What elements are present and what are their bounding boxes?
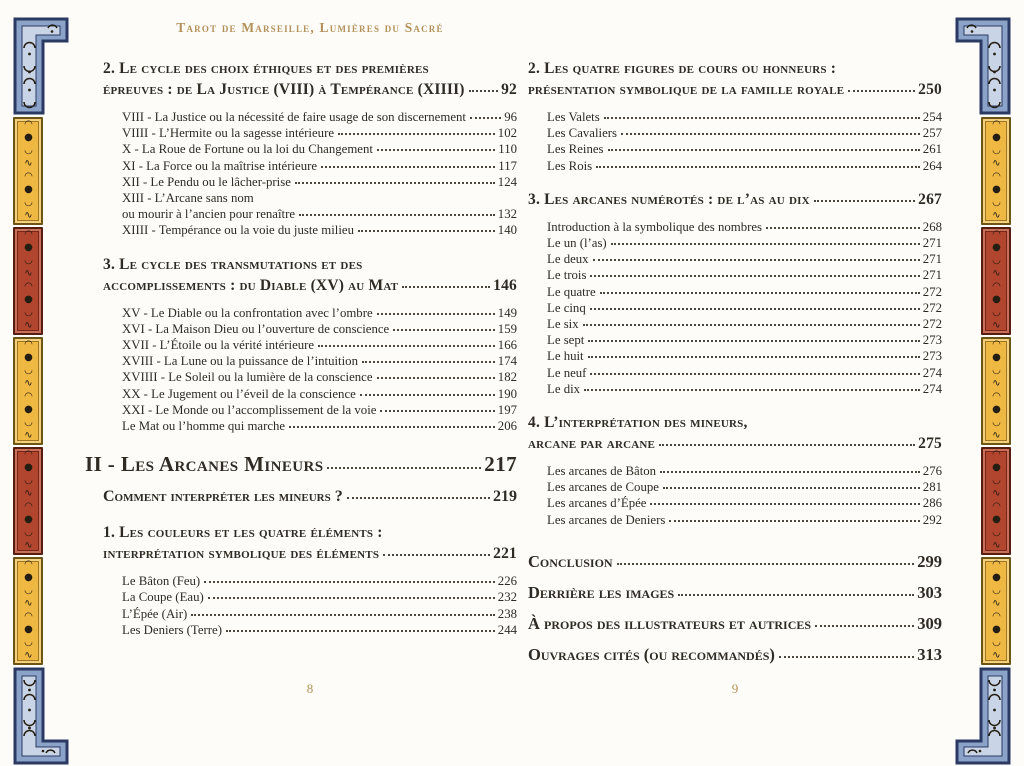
toc-text: arcane par arcane	[528, 435, 656, 453]
toc-caps-entry	[528, 612, 942, 636]
border-corner-bottom-left-icon	[12, 666, 70, 766]
dot-leader	[208, 597, 495, 599]
toc-entry	[528, 219, 942, 235]
toc-text: 3. Les arcanes numérotés : de l’as au dix	[528, 190, 810, 208]
page-number: 149	[497, 305, 517, 320]
toc-heading	[103, 522, 517, 564]
page-number: 232	[497, 590, 517, 605]
toc-text: XI - La Force ou la maîtrise intérieure	[122, 158, 318, 173]
toc-entry	[528, 141, 942, 157]
dot-leader	[299, 214, 495, 216]
toc-text: Le dix	[547, 381, 581, 396]
dot-leader	[590, 275, 919, 277]
toc-entry	[103, 622, 517, 638]
page-number: 250	[918, 81, 942, 98]
page-number: 102	[497, 126, 517, 141]
dot-leader	[621, 133, 920, 135]
page-number: 140	[497, 223, 517, 238]
border-pattern-glyphs: ◠●◡∿◠●◡∿	[23, 229, 34, 333]
toc-text: XIIII - Tempérance ou la voie du juste milieu	[122, 223, 354, 238]
page-number: 274	[922, 381, 942, 396]
dot-leader	[402, 286, 490, 288]
toc-text: accomplissements : du Diable (XV) au Mat	[103, 276, 399, 294]
toc-text: Derrière les images	[528, 582, 675, 602]
toc-text: Les Deniers (Terre)	[122, 622, 223, 637]
toc-text: 2. Le cycle des choix éthiques et des premières	[103, 60, 429, 77]
toc-text: À propos des illustrateurs et autrices	[528, 613, 812, 633]
toc-text: 3. Le cycle des transmutations et des	[103, 255, 363, 273]
toc-text: Le neuf	[547, 365, 587, 380]
dot-leader	[593, 259, 920, 261]
dot-leader	[327, 467, 481, 469]
toc-entry	[528, 479, 942, 495]
dot-leader	[358, 230, 495, 232]
toc-text: VIIII - L’Hermite ou la sagesse intérieure	[122, 126, 335, 141]
page-number: 124	[497, 174, 517, 189]
page-number: 174	[497, 354, 517, 369]
dot-leader	[377, 313, 495, 315]
dot-leader	[377, 149, 495, 151]
page-number: 226	[497, 574, 517, 589]
toc-heading	[528, 412, 942, 454]
toc-text: Ouvrages cités (ou recommandés)	[528, 644, 775, 664]
toc-text: interprétation symbolique des éléments	[103, 545, 380, 563]
border-block-red	[981, 227, 1011, 335]
dot-leader	[469, 90, 498, 92]
toc-text: Introduction à la symbolique des nombres	[547, 219, 763, 234]
toc-text: 2. Les quatre figures de cours ou honneurs :	[528, 60, 837, 77]
dot-leader	[660, 471, 920, 473]
border-pattern-glyphs: ◠●◡∿◠●◡∿	[991, 449, 1002, 553]
toc-text: Les arcanes de Coupe	[547, 480, 659, 495]
toc-text: XV - Le Diable ou la confrontation avec l’ombre	[122, 305, 373, 320]
toc-text: Le six	[547, 317, 579, 332]
border-left-blocks	[12, 116, 70, 666]
toc-entry	[528, 125, 942, 141]
page-number: 273	[922, 333, 942, 348]
page-number: 268	[922, 219, 942, 234]
page-number: 110	[498, 142, 517, 157]
dot-leader	[590, 308, 920, 310]
toc-text: Le trois	[547, 268, 587, 283]
toc-text: XVIIII - Le Soleil ou la lumière de la conscience	[122, 370, 373, 385]
dot-leader	[815, 625, 914, 627]
toc-text: Les arcanes de Deniers	[547, 512, 666, 527]
toc-text: Les arcanes d’Épée	[547, 496, 647, 511]
border-corner-bottom-right-icon	[954, 666, 1012, 766]
footer-page-number-right: 9	[731, 681, 739, 696]
page-number: 159	[497, 321, 517, 336]
dot-leader	[318, 345, 495, 347]
page-number: 221	[493, 545, 517, 563]
toc-text: XX - Le Jugement ou l’éveil de la conscience	[122, 386, 356, 401]
page-number: 271	[922, 236, 942, 251]
toc-entry	[103, 174, 517, 190]
dot-leader	[295, 182, 495, 184]
toc-entry	[528, 267, 942, 283]
toc-caps-entry	[528, 581, 942, 605]
border-block-red	[13, 227, 43, 335]
border-block-red	[13, 447, 43, 555]
toc-entry	[528, 158, 942, 174]
dot-leader	[650, 503, 919, 505]
toc-entry	[103, 418, 517, 434]
border-right-blocks	[954, 116, 1012, 666]
dot-leader	[383, 554, 490, 556]
toc-entry	[528, 251, 942, 267]
dot-leader	[583, 324, 920, 326]
page-number: 146	[493, 276, 517, 294]
border-block-yellow	[13, 117, 43, 225]
dot-leader	[814, 200, 915, 202]
toc-entry	[103, 589, 517, 605]
toc-text: ou mourir à l’ancien pour renaître	[122, 207, 296, 222]
border-pattern-glyphs: ◠●◡∿◠●◡∿	[23, 449, 34, 553]
page-number: 272	[922, 284, 942, 299]
toc-text: 4. L’interprétation des mineurs,	[528, 414, 748, 432]
toc-text: épreuves : de La Justice (VIII) à Tempérance (XIIII)	[103, 81, 465, 98]
dot-leader	[766, 227, 920, 229]
page-number: 299	[917, 551, 942, 571]
toc-entry	[528, 512, 942, 528]
dot-leader	[380, 410, 494, 412]
toc-entry	[103, 125, 517, 141]
page-number: 271	[922, 252, 942, 267]
toc-entry	[528, 332, 942, 348]
toc-entry	[528, 316, 942, 332]
toc-heading	[528, 189, 942, 210]
toc-text: Les Valets	[547, 110, 600, 124]
dot-leader	[604, 117, 920, 119]
toc-entry	[103, 402, 517, 418]
page-number: 274	[922, 365, 942, 380]
page-number: 117	[498, 158, 517, 173]
toc-text: XVII - L’Étoile ou la vérité intérieure	[122, 338, 315, 353]
dot-leader	[596, 166, 920, 168]
toc-text: Le quatre	[547, 284, 596, 299]
dot-leader	[584, 389, 920, 391]
page-number: 292	[922, 512, 942, 527]
dot-leader	[669, 520, 919, 522]
footer-page-number-left: 8	[306, 681, 314, 696]
dot-leader	[393, 329, 495, 331]
toc-text: Le huit	[547, 349, 584, 364]
border-block-yellow	[13, 337, 43, 445]
page-number: 206	[497, 419, 517, 434]
toc-entry	[528, 381, 942, 397]
toc-subheading	[103, 487, 517, 507]
toc-entry	[103, 321, 517, 337]
dot-leader	[663, 487, 920, 489]
toc-entry	[103, 158, 517, 174]
toc-text: Conclusion	[528, 551, 613, 571]
toc-text: II - Les Arcanes Mineurs	[85, 452, 324, 477]
page-number: 303	[917, 582, 942, 602]
dot-leader	[659, 444, 915, 446]
toc-text: Les Reines	[547, 142, 604, 157]
toc-entry	[103, 337, 517, 353]
toc-entry	[528, 235, 942, 251]
page-number: 254	[922, 110, 942, 124]
toc-text: L’Épée (Air)	[122, 606, 188, 621]
dot-leader	[338, 133, 495, 135]
page-number: 286	[922, 496, 942, 511]
toc-text: Le un (l’as)	[547, 236, 607, 251]
toc-text: Les Rois	[547, 158, 593, 173]
border-block-yellow	[981, 117, 1011, 225]
page-number: 272	[922, 300, 942, 315]
border-pattern-glyphs: ◠●◡∿◠●◡∿	[991, 559, 1002, 663]
toc-text: XVI - La Maison Dieu ou l’ouverture de conscience	[122, 321, 390, 336]
dot-leader	[226, 630, 495, 632]
border-pattern-glyphs: ◠●◡∿◠●◡∿	[991, 119, 1002, 223]
toc-page-right	[528, 58, 942, 667]
toc-text: Le deux	[547, 252, 589, 267]
page-number: 219	[493, 488, 517, 506]
page-number: 96	[504, 110, 517, 124]
toc-page-left	[85, 58, 517, 638]
dot-leader	[678, 594, 914, 596]
dot-leader	[204, 581, 495, 583]
dot-leader	[289, 426, 495, 428]
page-number: 272	[922, 317, 942, 332]
dot-leader	[617, 563, 915, 565]
border-block-red	[981, 447, 1011, 555]
border-block-yellow	[981, 557, 1011, 665]
toc-text: Les Cavaliers	[547, 126, 618, 141]
border-pattern-glyphs: ◠●◡∿◠●◡∿	[991, 229, 1002, 333]
dot-leader	[611, 243, 920, 245]
toc-caps-entry	[528, 550, 942, 574]
border-pattern-glyphs: ◠●◡∿◠●◡∿	[23, 559, 34, 663]
toc-text: La Coupe (Eau)	[122, 590, 204, 605]
toc-entry	[103, 573, 517, 589]
page-number: 273	[922, 349, 942, 364]
toc-entry	[103, 353, 517, 369]
toc-entry	[103, 305, 517, 321]
toc-text: VIII - La Justice ou la nécessité de faire usage de son discernement	[122, 110, 466, 124]
toc-heading	[103, 254, 517, 296]
toc-text: XIII - L’Arcane sans nom	[122, 191, 254, 206]
page-number: 261	[922, 142, 942, 157]
toc-text: Comment interpréter les mineurs ?	[103, 488, 343, 506]
toc-text: XXI - Le Monde ou l’accomplissement de la voie	[122, 402, 377, 417]
toc-entry	[103, 606, 517, 622]
page-number: 217	[484, 452, 517, 477]
page-number: 309	[917, 613, 942, 633]
page-number: 166	[497, 338, 517, 353]
toc-entry	[103, 190, 517, 222]
page-number: 313	[917, 644, 942, 664]
border-corner-top-left-icon	[12, 16, 70, 116]
toc-entry	[528, 109, 942, 125]
page-number: 182	[497, 370, 517, 385]
decorative-border-right	[954, 16, 1012, 701]
border-pattern-glyphs: ◠●◡∿◠●◡∿	[23, 339, 34, 443]
toc-entry	[103, 369, 517, 385]
toc-heading	[528, 58, 942, 100]
page-number: 275	[918, 435, 942, 453]
toc-entry	[528, 348, 942, 364]
toc-text: Le Mat ou l’homme qui marche	[122, 419, 286, 434]
border-corner-top-right-icon	[954, 16, 1012, 116]
page-number: 281	[922, 480, 942, 495]
page-number: 267	[918, 190, 942, 208]
border-block-yellow	[981, 337, 1011, 445]
toc-text: Le Bâton (Feu)	[122, 574, 201, 589]
toc-entry	[528, 365, 942, 381]
dot-leader	[470, 117, 501, 119]
dot-leader	[590, 373, 919, 375]
page-number: 197	[497, 402, 517, 417]
running-header-title: Tarot de Marseille, Lumières du Sacré	[176, 20, 444, 35]
border-pattern-glyphs: ◠●◡∿◠●◡∿	[23, 119, 34, 223]
toc-text: 1. Les couleurs et les quatre éléments :	[103, 524, 383, 542]
dot-leader	[377, 377, 495, 379]
page-number: 132	[497, 207, 517, 222]
border-pattern-glyphs: ◠●◡∿◠●◡∿	[991, 339, 1002, 443]
toc-entry	[528, 463, 942, 479]
dot-leader	[600, 292, 920, 294]
border-block-yellow	[13, 557, 43, 665]
toc-text: Le cinq	[547, 300, 586, 315]
toc-entry	[528, 300, 942, 316]
toc-entry	[103, 109, 517, 125]
dot-leader	[347, 497, 490, 499]
dot-leader	[360, 394, 495, 396]
page-number: 244	[497, 622, 517, 637]
toc-text: Le sept	[547, 333, 585, 348]
dot-leader	[362, 361, 495, 363]
decorative-border-left	[12, 16, 70, 701]
dot-leader	[321, 166, 495, 168]
page-number: 271	[922, 268, 942, 283]
toc-entry	[103, 386, 517, 402]
page-number: 238	[497, 606, 517, 621]
page-number: 264	[922, 158, 942, 173]
toc-entry	[103, 141, 517, 157]
toc-entry	[528, 495, 942, 511]
toc-text: XVIII - La Lune ou la puissance de l’intuition	[122, 354, 358, 369]
dot-leader	[848, 90, 915, 92]
toc-text: présentation symbolique de la famille royale	[528, 81, 845, 98]
dot-leader	[608, 149, 920, 151]
toc-heading	[103, 58, 517, 100]
page-number: 257	[922, 126, 942, 141]
dot-leader	[588, 356, 920, 358]
dot-leader	[191, 614, 495, 616]
toc-caps-entry	[528, 643, 942, 667]
toc-entry	[528, 284, 942, 300]
toc-text: X - La Roue de Fortune ou la loi du Changement	[122, 142, 373, 157]
page-number: 190	[497, 386, 517, 401]
toc-big-heading	[85, 451, 517, 477]
toc-text: Les arcanes de Bâton	[547, 464, 657, 479]
toc-entry	[103, 222, 517, 238]
dot-leader	[779, 656, 914, 658]
page-number: 276	[922, 464, 942, 479]
page-number: 92	[501, 81, 517, 98]
dot-leader	[588, 340, 919, 342]
toc-text: XII - Le Pendu ou le lâcher-prise	[122, 174, 291, 189]
